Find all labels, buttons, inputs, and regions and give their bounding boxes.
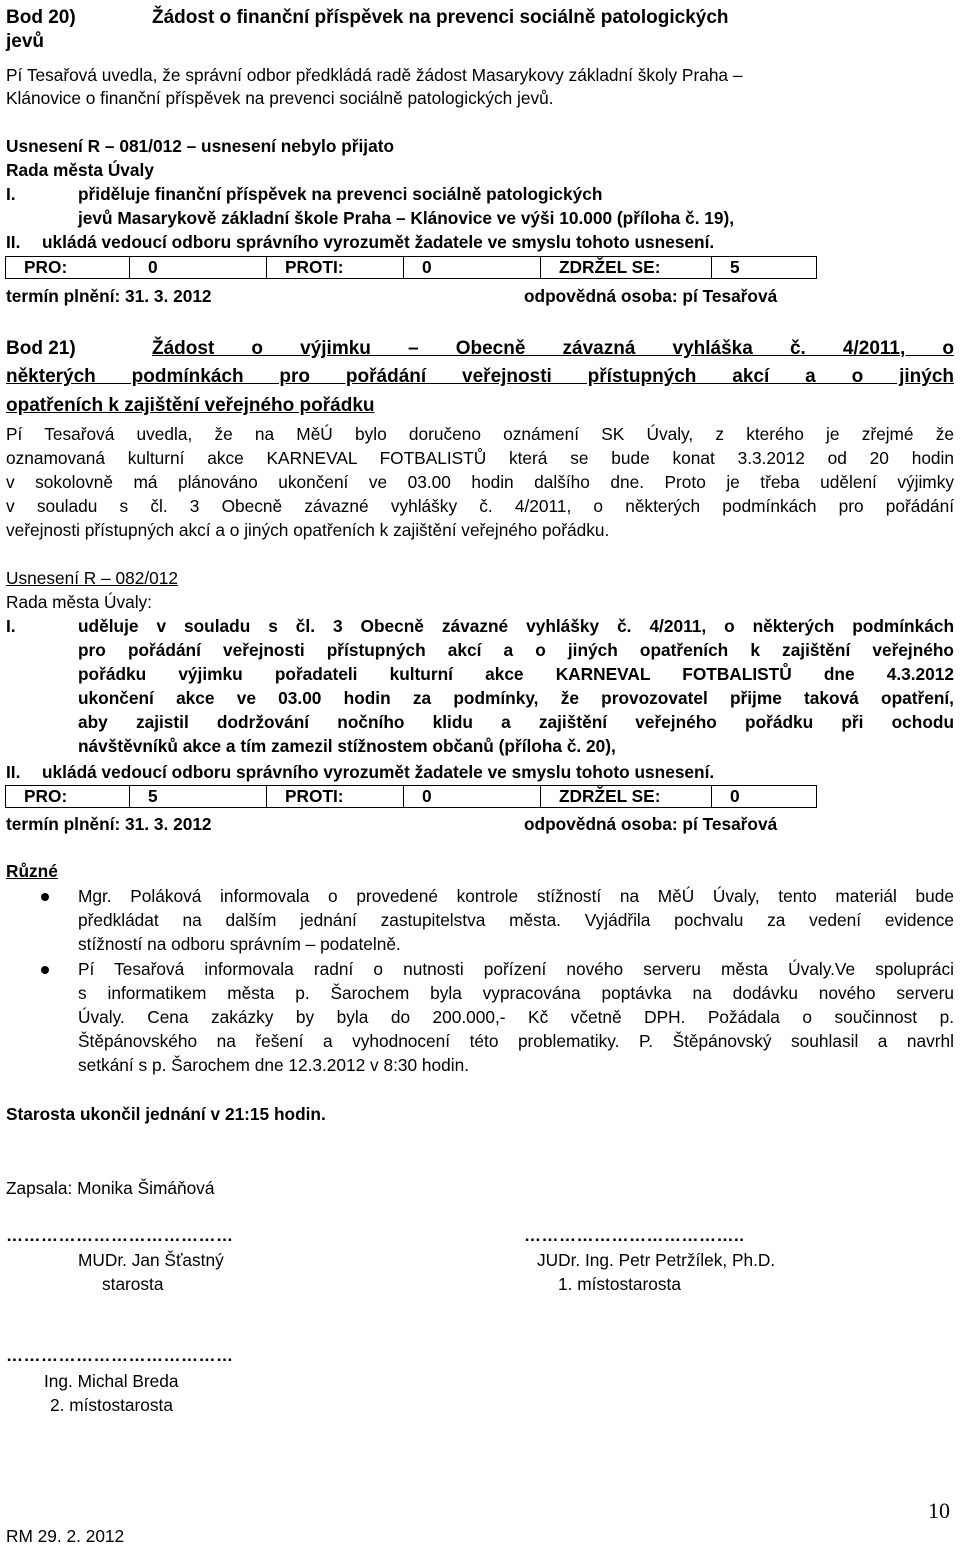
vote-proti-label: PROTI: <box>267 257 404 279</box>
vote-pro-value: 0 <box>130 257 267 279</box>
vote-zdrzel-label: ZDRŽEL SE: <box>541 786 712 808</box>
bod20-item1-number: I. <box>6 184 16 204</box>
meeting-end: Starosta ukončil jednání v 21:15 hodin. <box>6 1104 326 1124</box>
bod21-item1-number: I. <box>6 616 16 636</box>
bod20-resolution: Usnesení R – 081/012 – usnesení nebylo přijato <box>6 136 395 156</box>
misc-b2-line3: Úvaly. Cena zakázky by byla do 200.000,- Kč včetně DPH. Požádala o součinnost p. <box>78 1007 954 1027</box>
signature-2-name: JUDr. Ing. Petr Petržílek, Ph.D. <box>537 1250 776 1270</box>
bod21-item1-line4: ukončení akce ve 03.00 hodin za podmínky, že provozovatel přijme taková opatření, <box>78 688 954 708</box>
bod20-vote-table <box>5 256 817 279</box>
bod20-text-line1: Pí Tesařová uvedla, že správní odbor předkládá radě žádost Masarykovy základní školy Praha – <box>6 65 743 85</box>
bod20-title-line1: Žádost o finanční příspěvek na prevenci sociálně patologických <box>152 7 729 28</box>
misc-b2-line2: s informatikem města p. Šarochem byla vypracována poptávka na dodávku nového serveru <box>78 983 954 1003</box>
signature-2-role: 1. místostarosta <box>558 1274 681 1294</box>
misc-b2-line5: setkání s p. Šarochem dne 12.3.2012 v 8:30 hodin. <box>78 1055 470 1075</box>
bod21-text-line5: veřejnosti přístupných akcí a o jiných opatřeních k zajištění veřejného pořádku. <box>6 520 610 540</box>
misc-heading: Různé <box>6 861 58 881</box>
bod21-responsible: odpovědná osoba: pí Tesařová <box>524 814 778 834</box>
bod21-number: Bod 21) <box>6 338 76 359</box>
bod21-council: Rada města Úvaly: <box>6 592 152 612</box>
misc-b2-line1: Pí Tesařová informovala radní o nutnosti pořízení nového serveru města Úvaly.Ve spolupráci <box>78 959 954 979</box>
bod20-title-line2: jevů <box>6 31 45 52</box>
vote-proti-label: PROTI: <box>267 786 404 808</box>
bod21-deadline: termín plnění: 31. 3. 2012 <box>6 814 212 834</box>
bod21-text-line3: v sokolovně má plánováno ukončení ve 03.00 hodin dalšího dne. Proto je třeba udělení výjimky <box>6 472 954 492</box>
bod21-text-line2: oznamovaná kulturní akce KARNEVAL FOTBALISTŮ která se bude konat 3.3.2012 od 20 hodin <box>6 448 954 468</box>
bod20-number: Bod 20) <box>6 7 76 28</box>
bod21-item1-line3: pořádku výjimku pořadateli kulturní akce KARNEVAL FOTBALISTŮ dne 4.3.2012 <box>78 664 954 684</box>
bullet-icon <box>41 966 49 974</box>
signature-line-bottom: ………………………………… <box>6 1346 234 1365</box>
bod21-item1-line6: návštěvníků akce a tím zamezil stížnostem občanů (příloha č. 20), <box>78 736 616 756</box>
vote-zdrzel-label: ZDRŽEL SE: <box>541 257 712 279</box>
vote-proti-value: 0 <box>404 257 541 279</box>
bod21-item2-number: II. <box>6 762 21 782</box>
vote-proti-value: 0 <box>404 786 541 808</box>
vote-pro-label: PRO: <box>6 257 130 279</box>
bod20-responsible: odpovědná osoba: pí Tesařová <box>524 286 778 306</box>
bod20-item2-number: II. <box>6 232 21 252</box>
signature-line-left: ………………………………… <box>6 1226 234 1245</box>
bod21-text-line4: v souladu s čl. 3 Obecně závazné vyhlášky č. 4/2011, o některých podmínkách pro pořádání <box>6 496 954 516</box>
bod20-deadline: termín plnění: 31. 3. 2012 <box>6 286 212 306</box>
bod21-title-line3: opatřeních k zajištění veřejného pořádku <box>6 395 375 416</box>
bod21-item1-line5: aby zajistil dodržování nočního klidu a zajištění veřejného pořádku při ochodu <box>78 712 954 732</box>
bod21-text-line1: Pí Tesařová uvedla, že na MěÚ bylo doručeno oznámení SK Úvaly, z kterého je zřejmé že <box>6 424 954 444</box>
bod21-item2-text: ukládá vedoucí odboru správního vyrozumět žadatele ve smyslu tohoto usnesení. <box>42 762 715 782</box>
bod20-item2-text: ukládá vedoucí odboru správního vyrozumět žadatele ve smyslu tohoto usnesení. <box>42 232 715 252</box>
bullet-icon <box>41 893 49 901</box>
bod20-text-line2: Klánovice o finanční příspěvek na prevenci sociálně patologických jevů. <box>6 88 554 108</box>
vote-pro-label: PRO: <box>6 786 130 808</box>
bod21-title-line1: Žádost o výjimku – Obecně závazná vyhláška č. 4/2011, o <box>152 338 954 359</box>
bod21-resolution: Usnesení R – 082/012 <box>6 568 178 588</box>
vote-zdrzel-value: 5 <box>712 257 817 279</box>
vote-zdrzel-value: 0 <box>712 786 817 808</box>
signature-1-name: MUDr. Jan Šťastný <box>78 1250 224 1270</box>
signature-line-right: ……………………………….. <box>524 1226 745 1245</box>
page-number: 10 <box>928 1498 950 1523</box>
bod20-item1-line1: přiděluje finanční příspěvek na prevenci sociálně patologických <box>78 184 603 204</box>
bod20-item1-line2: jevů Masarykově základní škole Praha – Klánovice ve výši 10.000 (příloha č. 19), <box>78 208 735 228</box>
bod21-item1-line2: pro pořádání veřejnosti přístupných akcí a o jiných opatřeních k zajištění veřejného <box>78 640 954 660</box>
recorded-by: Zapsala: Monika Šimáňová <box>6 1178 215 1198</box>
bod21-title-line2: některých podmínkách pro pořádání veřejnosti přístupných akcí a o jiných <box>6 366 954 387</box>
signature-3-role: 2. místostarosta <box>50 1395 173 1415</box>
footer-date: RM 29. 2. 2012 <box>6 1526 125 1546</box>
vote-pro-value: 5 <box>130 786 267 808</box>
misc-b1-line3: stížností na odboru správním – podatelně. <box>78 934 401 954</box>
bod20-council: Rada města Úvaly <box>6 160 154 180</box>
bod21-vote-table <box>5 785 817 808</box>
signature-1-role: starosta <box>102 1274 164 1294</box>
signature-3-name: Ing. Michal Breda <box>44 1371 179 1391</box>
bod21-item1-line1: uděluje v souladu s čl. 3 Obecně závazné vyhlášky č. 4/2011, o některých podmínkách <box>78 616 954 636</box>
misc-b1-line2: předkládat na dalším jednání zastupitelstva města. Vyjádřila pochvalu za vedení evidence <box>78 910 954 930</box>
misc-b2-line4: Štěpánovského na řešení a vyhodnocení této problematiky. P. Štěpánovský souhlasil a navrhl <box>78 1031 954 1051</box>
misc-b1-line1: Mgr. Poláková informovala o provedené kontrole stížností na MěÚ Úvaly, tento materiál bude <box>78 886 954 906</box>
